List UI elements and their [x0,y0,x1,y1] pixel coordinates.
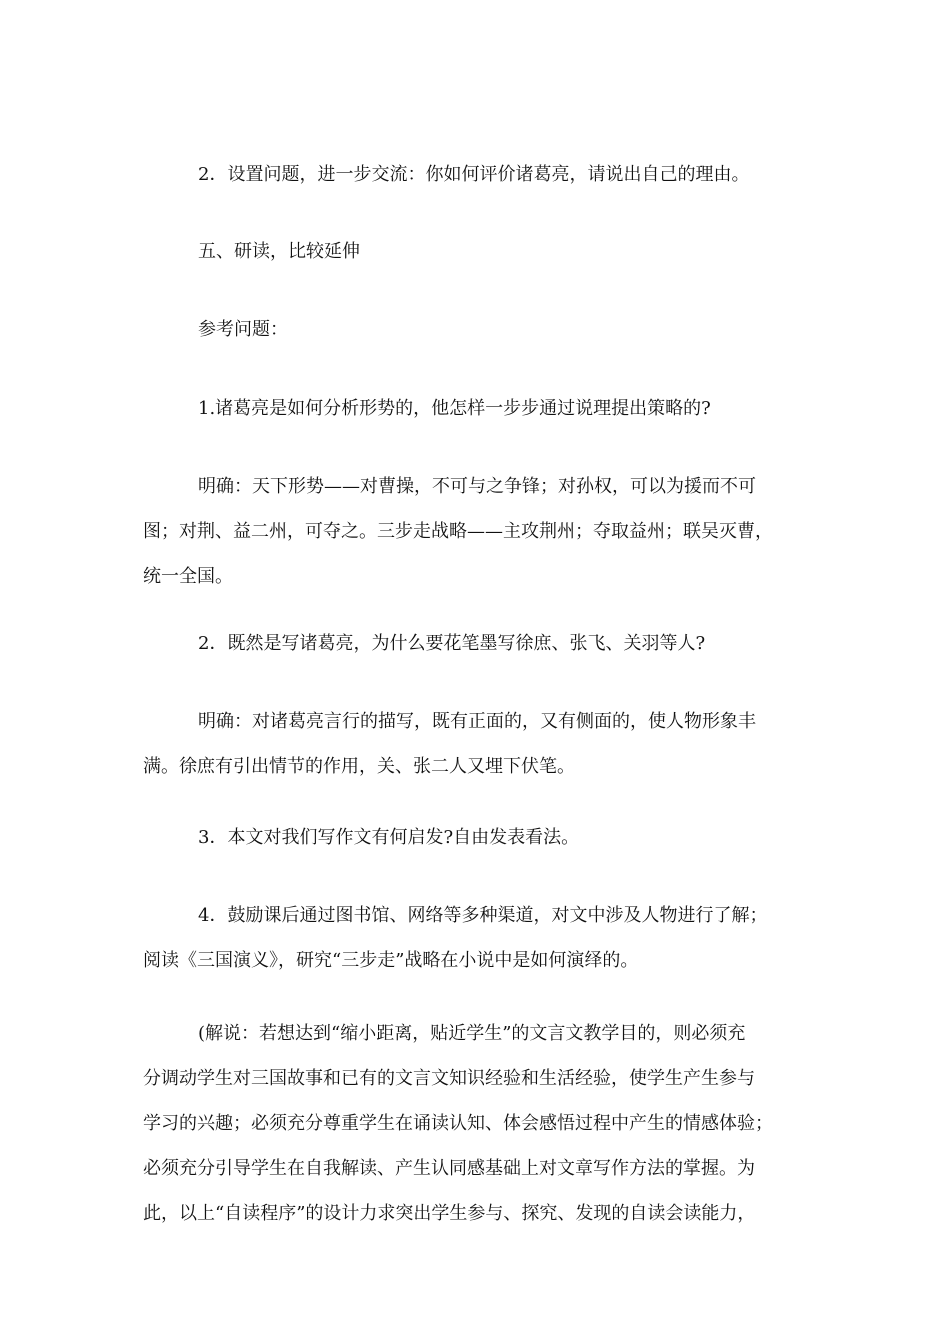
text-line: 3．本文对我们写作文有何启发?自由发表看法。 [198,827,580,848]
paragraph-question-3 [143,815,833,860]
paragraph-answer-1 [143,464,833,599]
text-line: 学习的兴趣；必须充分尊重学生在诵读认知、体会感悟过程中产生的情感体验； [143,1113,773,1134]
text-line: 2．既然是写诸葛亮，为什么要花笔墨写徐庶、张飞、关羽等人? [198,633,706,654]
text-line: 明确：对诸葛亮言行的描写，既有正面的，又有侧面的，使人物形象丰 [198,711,756,732]
paragraph-discussion-question [143,152,833,197]
paragraph-explanation [143,1011,833,1236]
paragraph-reference-questions-label [143,307,833,352]
text-line: 参考问题： [198,319,288,340]
paragraph-answer-2 [143,699,833,789]
text-line: 统一全国。 [143,566,233,587]
text-line: 4．鼓励课后通过图书馆、网络等多种渠道，对文中涉及人物进行了解； [198,905,768,926]
text-line: 1.诸葛亮是如何分析形势的，他怎样一步步通过说理提出策略的? [198,398,711,419]
text-line: 2．设置问题，进一步交流：你如何评价诸葛亮，请说出自己的理由。 [198,164,750,185]
text-line: 五、研读，比较延伸 [198,241,360,262]
text-line: (解说：若想达到“缩小距离，贴近学生”的文言文教学目的，则必须充 [198,1023,746,1044]
text-line: 明确：天下形势——对曹操，不可与之争锋；对孙权，可以为援而不可 [198,476,756,497]
text-line: 图；对荆、益二州，可夺之。三步走战略——主攻荆州；夺取益州；联吴灭曹， [143,521,773,542]
paragraph-question-4 [143,893,833,983]
paragraph-question-2 [143,621,833,666]
section-heading-five [143,229,833,274]
text-line: 必须充分引导学生在自我解读、产生认同感基础上对文章写作方法的掌握。为 [143,1158,755,1179]
text-line: 阅读《三国演义》，研究“三步走”战略在小说中是如何演绎的。 [143,950,639,971]
text-line: 分调动学生对三国故事和已有的文言文知识经验和生活经验，使学生产生参与 [143,1068,755,1089]
paragraph-question-1 [143,386,833,431]
text-line: 此，以上“自读程序”的设计力求突出学生参与、探究、发现的自读会读能力， [143,1203,756,1224]
text-line: 满。徐庶有引出情节的作用，关、张二人又埋下伏笔。 [143,756,575,777]
